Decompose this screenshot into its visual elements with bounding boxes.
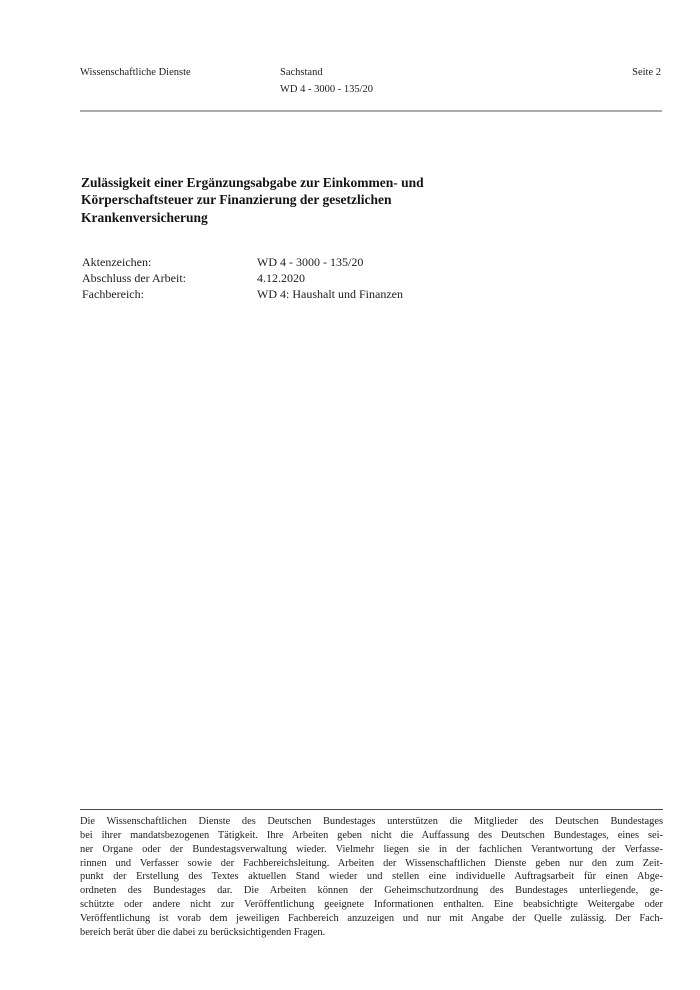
metadata-label: Aktenzeichen: — [82, 255, 152, 269]
metadata-label: Abschluss der Arbeit: — [82, 271, 186, 286]
footer-line: rinnen und Verfasser sowie der Fachbereichsleitung. Arbeiten der Wissenschaftlichen Dienste geben nur den zum Zeit- — [80, 857, 663, 869]
footer-line: Veröffentlichung ist vorab dem jeweiligen Fachbereich anzuzeigen und nur mit Angabe der Quelle zulässig. Der Fach- — [80, 912, 663, 924]
footer-disclaimer — [80, 815, 663, 940]
header-doc-type: Sachstand — [280, 67, 323, 78]
title-line: Zulässigkeit einer Ergänzungsabgabe zur Einkommen- und — [81, 175, 424, 190]
metadata-row — [82, 254, 403, 270]
metadata-label: Fachbereich: — [82, 287, 144, 302]
document-title — [81, 174, 424, 226]
footer-line: bei ihrer mandatsbezogenen Tätigkeit. Ihre Arbeiten geben nicht die Auffassung des Deutschen Bundestages, eines sei- — [80, 829, 663, 841]
footer-line: ner Organe oder der Bundestagsverwaltung wieder. Vielmehr liegen sie in der fachlichen Verantwortung der Verfasse- — [80, 843, 663, 855]
footer-line: ordneten des Bundestages dar. Die Arbeiten können der Geheimschutzordnung des Bundestages unterliegende, ge- — [80, 885, 663, 897]
footer-line: punkt der Erstellung des Textes aktuellen Stand wieder und stellen eine individuelle Auftragsarbeit für einen Abge- — [80, 871, 663, 883]
footer-line: schützte oder andere nicht zur Veröffentlichung geeignete Informationen enthalten. Eine beabsichtigte Weitergabe oder — [80, 899, 663, 911]
header-doc-number: WD 4 - 3000 - 135/20 — [280, 84, 374, 95]
footer-line: Die Wissenschaftlichen Dienste des Deutschen Bundestages unterstützen die Mitglieder des Deutschen Bundestages — [80, 816, 663, 827]
metadata-value: 4.12.2020 — [257, 271, 305, 286]
footer-line: bereich berät über die dabei zu berücksichtigenden Fragen. — [80, 926, 326, 938]
title-line: Krankenversicherung — [81, 209, 208, 225]
header-divider — [80, 110, 662, 112]
metadata-row — [82, 286, 403, 302]
header-center-block — [280, 64, 373, 98]
header-organization: Wissenschaftliche Dienste — [80, 67, 191, 78]
title-line: Körperschaftsteuer zur Finanzierung der gesetzlichen — [81, 192, 392, 208]
metadata-section — [82, 254, 403, 303]
metadata-row — [82, 270, 403, 286]
metadata-value: WD 4: Haushalt und Finanzen — [257, 287, 403, 302]
header-page-number: Seite 2 — [632, 67, 661, 78]
metadata-value: WD 4 - 3000 - 135/20 — [257, 255, 364, 269]
footer-divider — [80, 809, 663, 810]
